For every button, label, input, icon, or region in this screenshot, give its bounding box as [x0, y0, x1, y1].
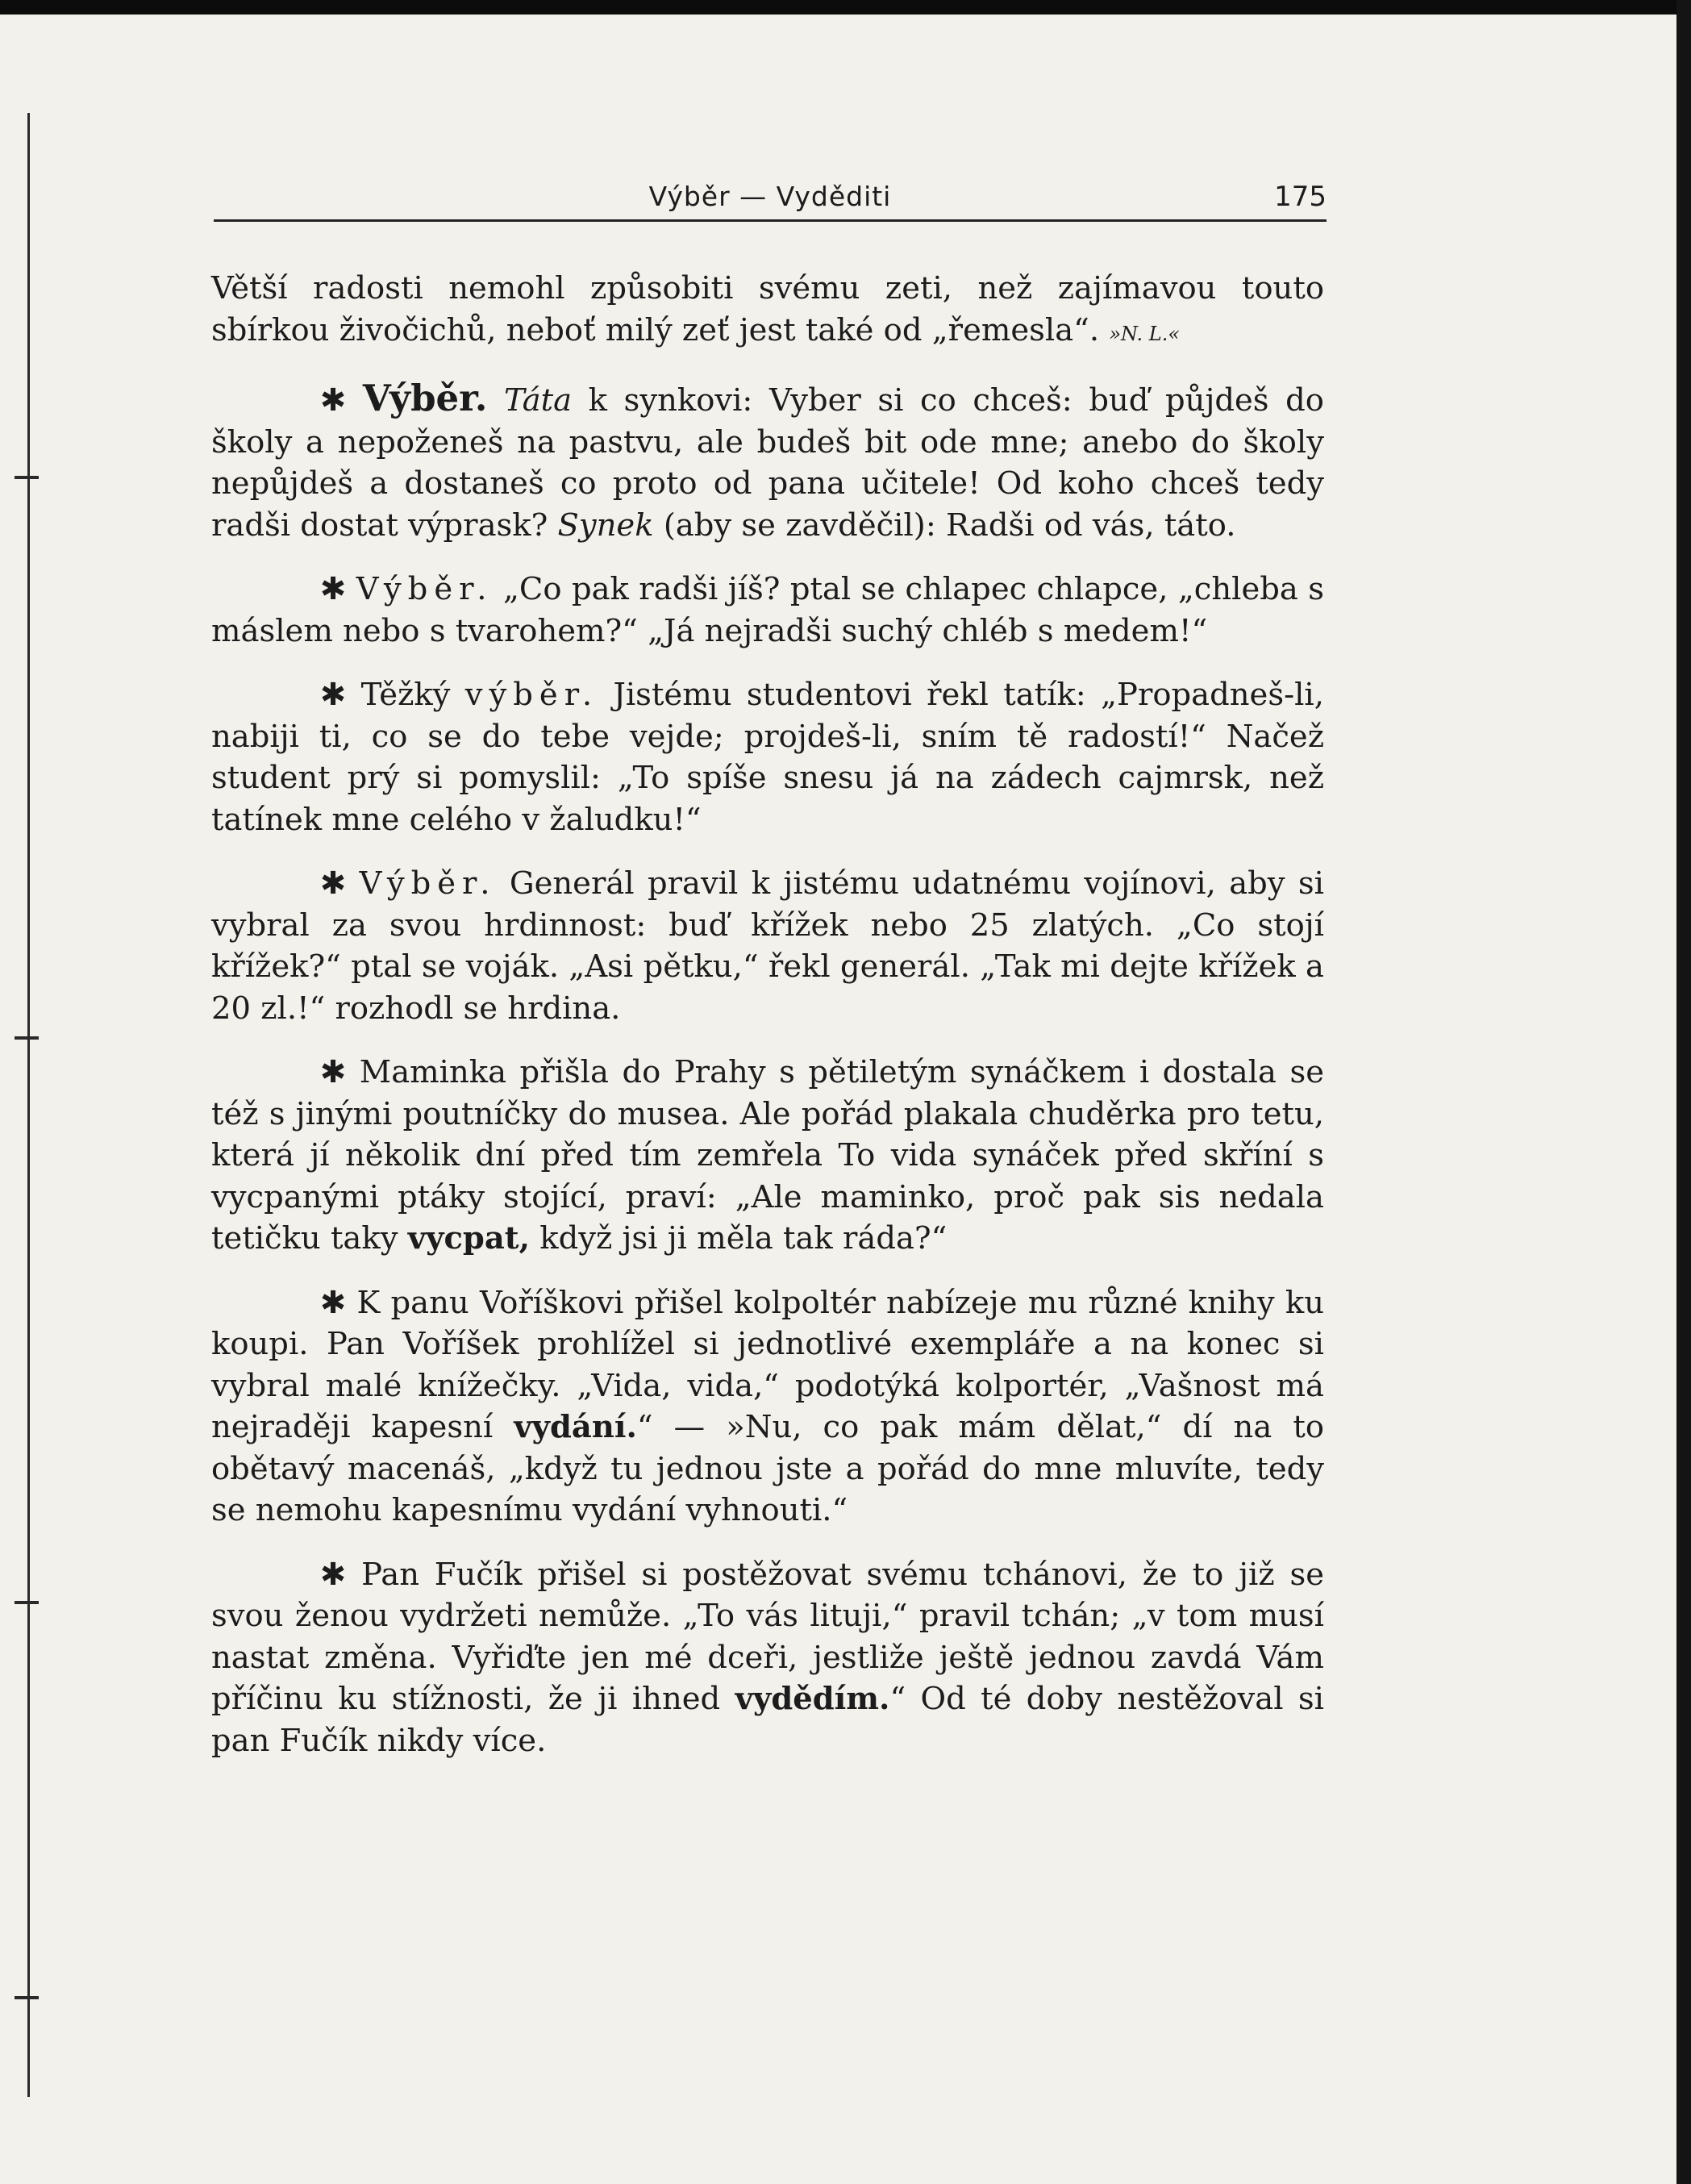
- scan-edge-top: [0, 0, 1691, 15]
- anecdote-title: Výběr.: [359, 865, 497, 902]
- anecdote-vyber-3: [211, 863, 1324, 1029]
- paragraph-continuation: [211, 268, 1324, 355]
- paragraph-text: K panu Voříškovi přišel kolpoltér nabízeje mu různé knihy ku koupi. Pan Voříšek prohlížel si jednotlivé exempláře a na konec si vybral malé knížečky. „Vida, vida,“ podotýká kolportér, „Vašnost má nejraději kapesní: [211, 1284, 1324, 1445]
- paragraph-text: když jsi ji měla tak ráda?“: [539, 1220, 948, 1257]
- anecdote-title-word: Těžký: [360, 677, 451, 713]
- anecdote-title: výběr.: [464, 677, 599, 713]
- anecdote-vydedim: [211, 1554, 1324, 1762]
- paragraph-text: “ — »Nu, co pak mám dělat,“ dí na to obětavý macenáš, „když tu jednou jste a pořád do mne mluvíte, tedy se nemohu kapesnímu vydání vyhnouti.“: [211, 1409, 1324, 1528]
- asterisk-icon: ✱: [320, 1284, 347, 1321]
- asterisk-icon: ✱: [320, 865, 347, 902]
- asterisk-icon: ✱: [320, 1054, 347, 1090]
- anecdote-vyber-1: [211, 377, 1324, 546]
- anecdote-vydani: [211, 1282, 1324, 1532]
- keyword: vydědím.: [735, 1681, 890, 1717]
- paragraph-text: “ Od té doby nestěžoval si pan Fučík nikdy více.: [211, 1681, 1324, 1759]
- anecdote-vyber-2: [211, 569, 1324, 652]
- anecdote-title: Výběr.: [362, 377, 488, 419]
- paragraph-text: Generál pravil k jistému udatnému vojínovi, aby si vybral za svou hrdinnost: buď křížek nebo 25 zlatých. „Co stojí křížek?“ ptal se voják. „Asi pětku,“ řekl generál. „Tak mi dejte křížek a 20 zl.!“ rozhodl se hrdina.: [211, 865, 1324, 1027]
- paragraph-text: (aby se zavděčil): Radši od vás, táto.: [663, 506, 1236, 544]
- paragraph-text: „Co pak radši jíš? ptal se chlapec chlapce, „chleba s máslem nebo s tvarohem?“ „Já nejradši suchý chléb s medem!“: [211, 571, 1325, 649]
- page-number: 175: [1274, 181, 1327, 213]
- binding-mark: [15, 1036, 39, 1040]
- anecdote-vycpat: [211, 1052, 1324, 1260]
- scan-edge-right: [1676, 0, 1691, 2184]
- page-body: [211, 268, 1324, 1761]
- speaker-name: Táta: [504, 382, 573, 419]
- paragraph-text: Pan Fučík přišel si postěžovat svému tchánovi, že to již se svou ženou vydržeti nemůže. „To vás lituji,“ pravil tchán; „v tom musí nastat změna. Vyřiďte jen mé dceři, jestliže ještě jednou zavdá Vám příčinu ku stížnosti, že ji ihned: [211, 1556, 1324, 1717]
- keyword: vycpat,: [407, 1220, 530, 1257]
- binding-line: [27, 113, 30, 2097]
- paragraph-text: Větší radosti nemohl způsobiti svému zeti, než zajímavou touto sbírkou živočichů, neboť milý zeť jest také od „řemesla“.: [211, 270, 1324, 348]
- speaker-name: Synek: [557, 506, 654, 544]
- paragraph-text: Jistému studentovi řekl tatík: „Propadneš-li, nabiji ti, co se do tebe vejde; projdeš-li, sním tě radostí!“ Načež student prý si pomyslil: „To spíše snesu já na zádech cajmrsk, než tatínek mne celého v žaludku!“: [211, 677, 1324, 838]
- binding-mark: [15, 476, 39, 479]
- anecdote-title: Výběr.: [356, 571, 494, 607]
- paragraph-text: Maminka přišla do Prahy s pětiletým synáčkem i dostala se též s jinými poutníčky do musea. Ale pořád plakala chuděrka pro tetu, která jí několik dní před tím zemřela To vida synáček před skříní s vycpanými ptáky stojící, praví: „Ale maminko, proč pak sis nedala tetičku taky: [211, 1054, 1324, 1257]
- running-head: Výběr — Vyděditi: [648, 181, 892, 212]
- anecdote-tezky-vyber: [211, 674, 1324, 840]
- asterisk-icon: ✱: [320, 1556, 347, 1593]
- asterisk-icon: ✱: [320, 382, 347, 419]
- asterisk-icon: ✱: [320, 571, 347, 607]
- binding-mark: [15, 1601, 39, 1604]
- source-abbreviation: »N. L.«: [1109, 322, 1181, 345]
- keyword: vydání.: [514, 1409, 637, 1445]
- paragraph-text: k synkovi: Vyber si co chceš: buď půjdeš do školy a nepoženeš na pastvu, ale budeš bit ode mne; anebo do školy nepůjdeš a dostaneš co proto od pana učitele! Od koho chceš tedy radši dostat výprask?: [211, 382, 1324, 544]
- page-header: [214, 179, 1327, 222]
- asterisk-icon: ✱: [320, 677, 347, 713]
- binding-mark: [15, 1996, 39, 1999]
